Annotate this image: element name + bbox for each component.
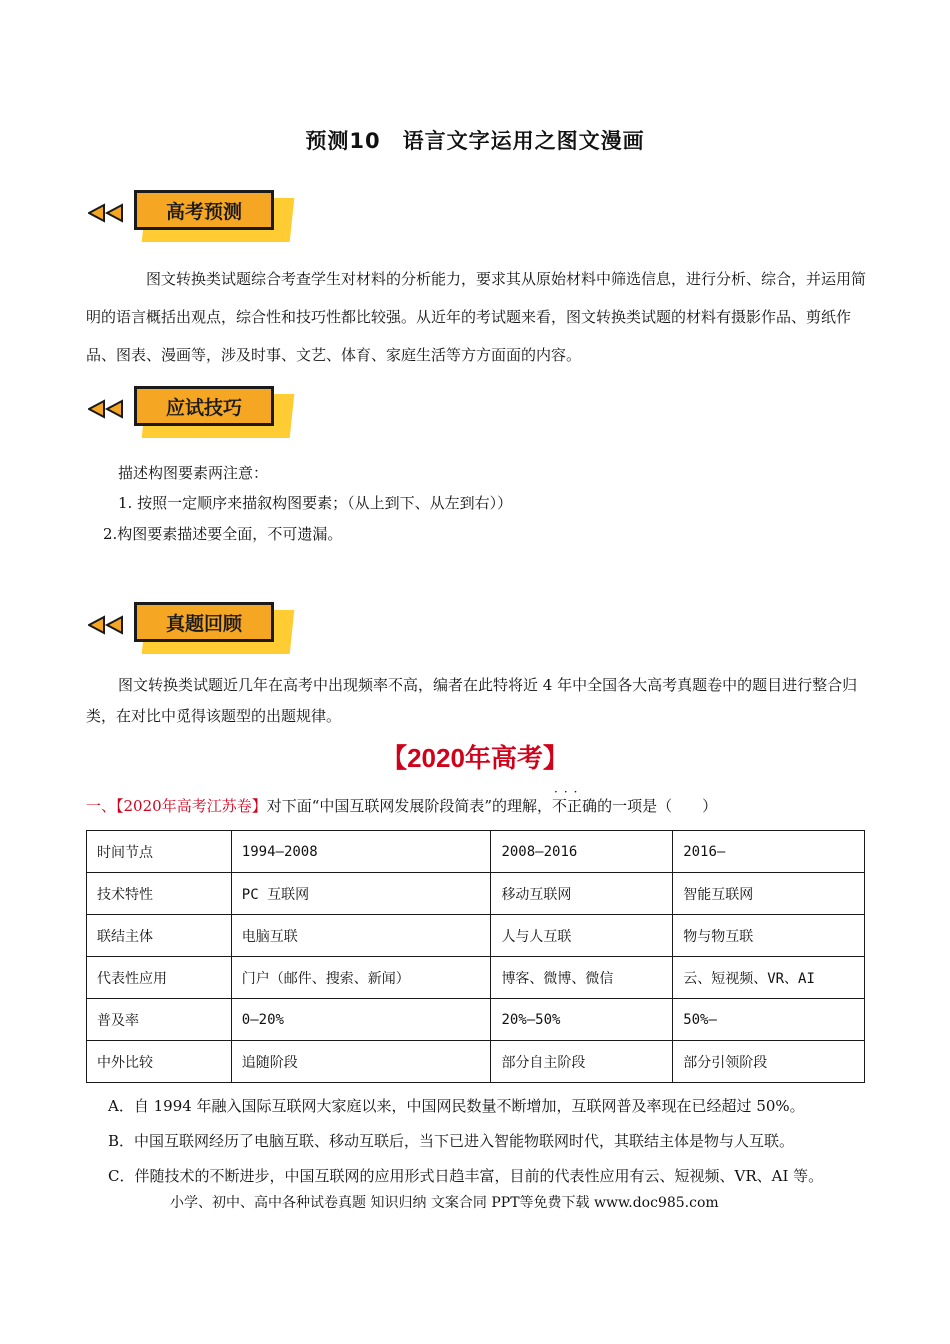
emphasis-dots: ··· — [554, 785, 584, 799]
section-banner-forecast — [88, 186, 293, 244]
table-row-header-cell: 技术特性 — [87, 873, 232, 915]
table-row — [87, 1041, 865, 1083]
question-source: 【2020年高考江苏卷】 — [116, 797, 267, 815]
section-banner-skills — [88, 382, 293, 440]
table-row — [87, 999, 865, 1041]
table-cell: 0—20% — [231, 999, 491, 1041]
year-heading: 【2020年高考】 — [381, 743, 569, 773]
double-left-arrow-icon — [88, 398, 128, 420]
review-paragraph — [86, 670, 866, 732]
table-body — [87, 831, 865, 1083]
table-cell: 2008—2016 — [491, 831, 673, 873]
table-cell: 智能互联网 — [673, 873, 865, 915]
table-cell: 1994—2008 — [231, 831, 491, 873]
forecast-text: 图文转换类试题综合考查学生对材料的分析能力，要求其从原始材料中筛选信息，进行分析、综合，并运用简明的语言概括出观点，综合性和技巧性都比较强。从近年的考试题来看，图文转换类试题的材料有摄影作品、剪纸作品、图表、漫画等，涉及时事、文艺、体育、家庭生活等方方面面的内容。 — [86, 270, 867, 364]
banner-label: 高考预测 — [134, 190, 274, 230]
table-cell: 人与人互联 — [491, 915, 673, 957]
double-left-arrow-icon — [88, 202, 128, 224]
option-c: C．伴随技术的不断进步，中国互联网的应用形式日趋丰富，目前的代表性应用有云、短视频、VR、AI 等。 — [108, 1167, 824, 1185]
banner-label: 真题回顾 — [134, 602, 274, 642]
review-text: 图文转换类试题近几年在高考中出现频率不高，编者在此特将近 4 年中全国各大高考真题卷中的题目进行整合归类，在对比中觅得该题型的出题规律。 — [86, 676, 858, 725]
table-cell: 部分自主阶段 — [491, 1041, 673, 1083]
internet-stage-table — [86, 830, 865, 1083]
double-left-arrow-icon — [88, 614, 128, 636]
table-cell: PC 互联网 — [231, 873, 491, 915]
section-banner-review — [88, 598, 293, 656]
footer-text: 小学、初中、高中各种试卷真题 知识归纳 文案合同 PPT等免费下载 www.doc985.com — [170, 1195, 719, 1211]
table-row — [87, 957, 865, 999]
table-row-header-cell: 代表性应用 — [87, 957, 232, 999]
page-title: 预测10 语言文字运用之图文漫画 — [305, 129, 645, 153]
skills-line-1: 1. 按照一定顺序来描叙构图要素；（从上到下、从左到右）） — [118, 494, 513, 512]
skills-line-2: 2.构图要素描述要全面，不可遗漏。 — [103, 525, 343, 543]
table-cell: 部分引领阶段 — [673, 1041, 865, 1083]
question-emphasis — [552, 785, 598, 815]
table-cell: 电脑互联 — [231, 915, 491, 957]
skills-line-intro: 描述构图要素两注意： — [118, 464, 269, 482]
question-number: 一、 — [86, 797, 117, 815]
question-text-before: 对下面“中国互联网发展阶段简表”的理解， — [266, 797, 553, 815]
option-a: A．自 1994 年融入国际互联网大家庭以来，中国网民数量不断增加，互联网普及率现在已经超过 50%。 — [108, 1097, 805, 1115]
forecast-paragraph — [86, 260, 866, 374]
table-row-header-cell: 联结主体 — [87, 915, 232, 957]
table-cell: 20%—50% — [491, 999, 673, 1041]
table-cell: 博客、微博、微信 — [491, 957, 673, 999]
table-cell: 2016— — [673, 831, 865, 873]
table-row-header-cell: 中外比较 — [87, 1041, 232, 1083]
question-stem — [86, 785, 718, 816]
table-row — [87, 831, 865, 873]
table-row-header-cell: 普及率 — [87, 999, 232, 1041]
table-cell: 门户（邮件、搜索、新闻） — [231, 957, 491, 999]
question-text-after: 的一项是（ ） — [597, 797, 718, 815]
table-cell: 追随阶段 — [231, 1041, 491, 1083]
table-cell: 物与物互联 — [673, 915, 865, 957]
table-row — [87, 915, 865, 957]
table-row-header-cell: 时间节点 — [87, 831, 232, 873]
option-b: B．中国互联网经历了电脑互联、移动互联后，当下已进入智能物联网时代，其联结主体是物与人互联。 — [108, 1132, 795, 1150]
emphasis-text: 不正确 — [552, 797, 598, 815]
table-cell: 移动互联网 — [491, 873, 673, 915]
table-row — [87, 873, 865, 915]
table-cell: 50%— — [673, 999, 865, 1041]
table-cell: 云、短视频、VR、AI — [673, 957, 865, 999]
banner-label: 应试技巧 — [134, 386, 274, 426]
